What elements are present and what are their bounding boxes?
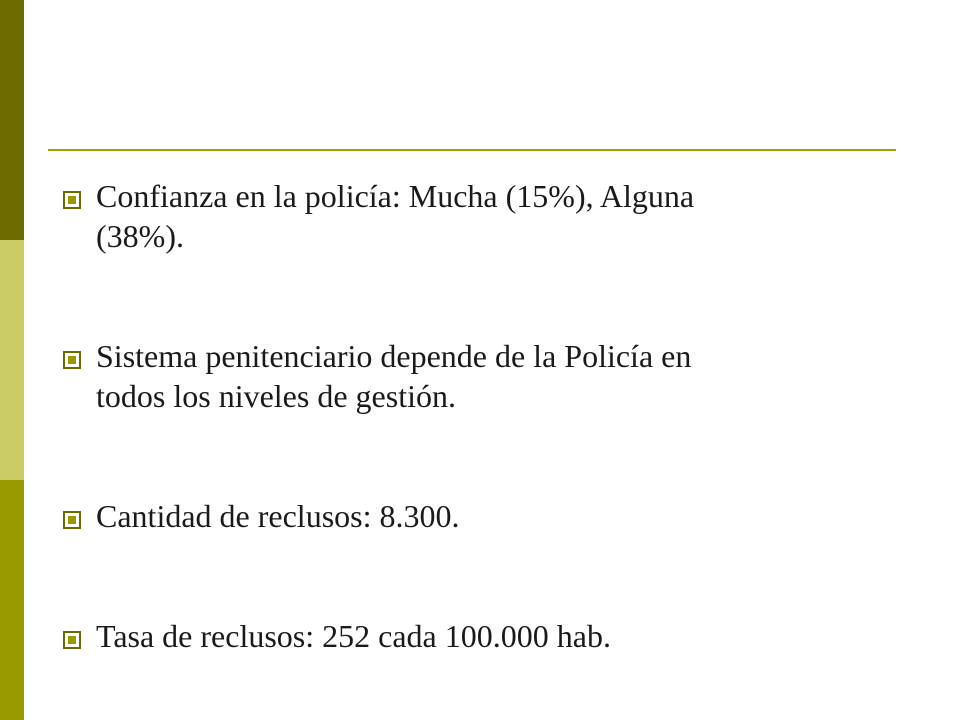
- bullet-text-line: Tasa de reclusos: 252 cada 100.000 hab.: [96, 618, 611, 654]
- bullet-text: [96, 616, 886, 656]
- bullet-text-line: Sistema penitenciario depende de la Policía en: [96, 338, 692, 374]
- square-bullet-icon: [63, 631, 81, 649]
- side-accent-segment-top: [0, 0, 24, 240]
- side-accent-segment-bottom: [0, 480, 24, 720]
- bullet-text: [96, 336, 886, 416]
- bullet-text-line: Confianza en la policía: Mucha (15%), Alguna: [96, 178, 695, 214]
- square-bullet-icon: [63, 191, 81, 209]
- title-divider-rule: [48, 149, 896, 151]
- bullet-text-line: todos los niveles de gestión.: [96, 378, 456, 414]
- side-accent-bar: [0, 0, 24, 720]
- bullet-text: [96, 176, 886, 256]
- square-bullet-icon: [63, 351, 81, 369]
- bullet-text-line: Cantidad de reclusos: 8.300.: [96, 498, 460, 534]
- bullet-text-line: (38%).: [96, 218, 184, 254]
- square-bullet-icon: [63, 511, 81, 529]
- side-accent-segment-middle: [0, 240, 24, 480]
- bullet-text: [96, 496, 886, 536]
